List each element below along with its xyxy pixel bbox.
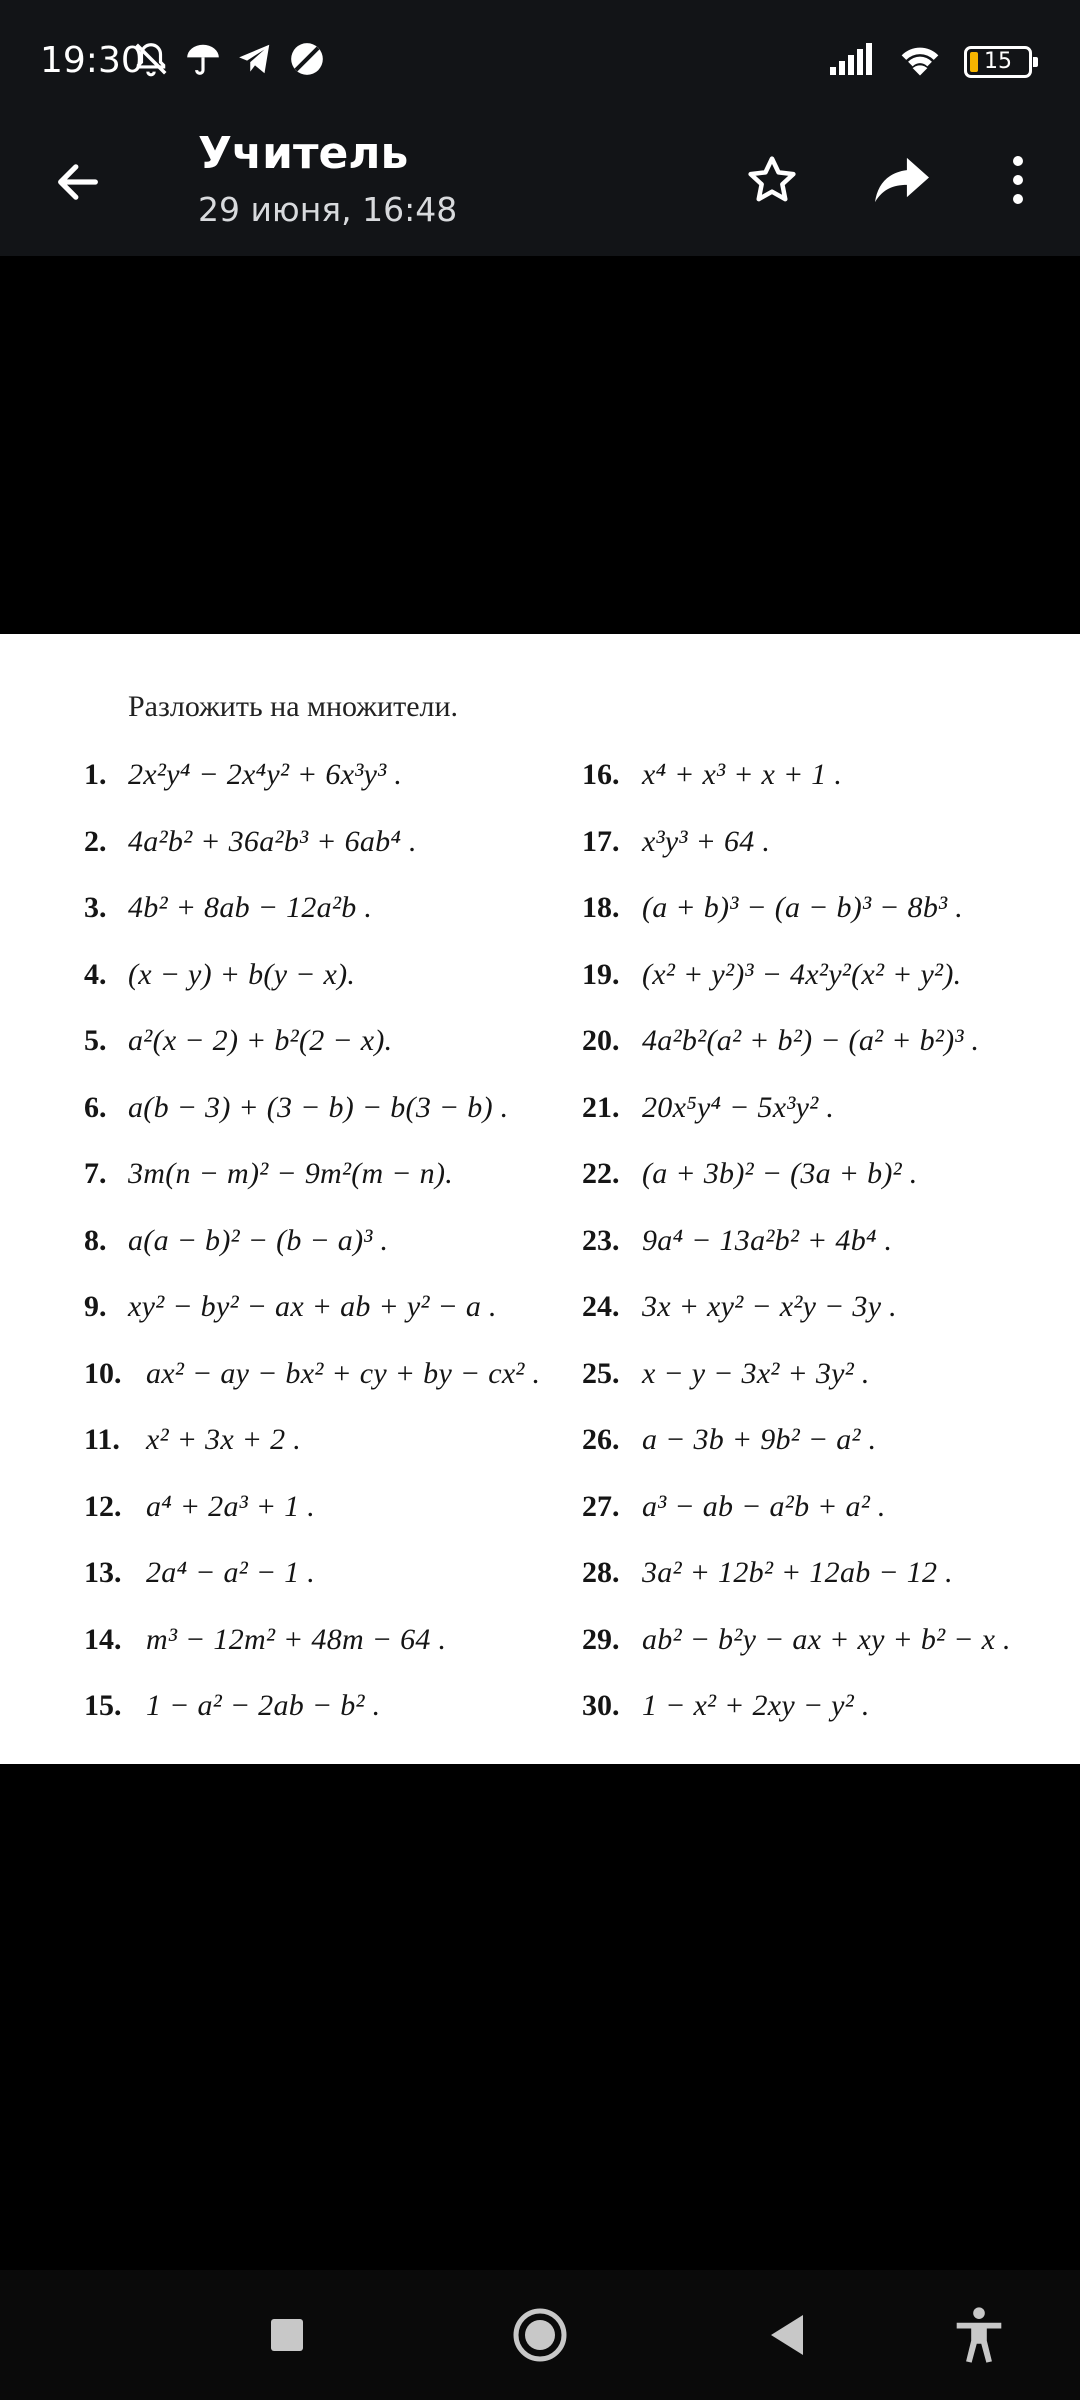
exercise-expression: a − 3b + 9b² − a² .	[642, 1423, 877, 1457]
exercise-item	[582, 875, 1011, 942]
exercise-item	[582, 1607, 1011, 1674]
signal-icon	[830, 43, 876, 80]
exercise-number: 13.	[84, 1556, 122, 1590]
chat-title: Учитель	[198, 128, 409, 179]
exercise-item	[582, 1008, 1011, 1075]
status-bar	[0, 0, 1080, 128]
home-circle-icon	[512, 2307, 568, 2363]
exercise-number: 21.	[582, 1090, 620, 1124]
exercise-number: 24.	[582, 1290, 620, 1324]
message-date: 29 июня, 16:48	[198, 190, 458, 229]
exercise-item	[84, 1008, 540, 1075]
exercise-expression: (a + b)³ − (a − b)³ − 8b³ .	[642, 891, 964, 925]
exercise-number: 18.	[582, 891, 620, 925]
exercise-expression: ax² − ay − bx² + cy + by − cx² .	[146, 1356, 541, 1390]
exercise-expression: 20x⁵y⁴ − 5x³y² .	[642, 1090, 835, 1124]
home-button[interactable]	[505, 2300, 575, 2370]
exercise-item	[84, 1607, 540, 1674]
exercise-number: 12.	[84, 1489, 122, 1523]
exercise-expression: x² + 3x + 2 .	[146, 1423, 302, 1457]
exercise-number: 1.	[84, 758, 107, 792]
battery-indicator	[964, 46, 1032, 78]
exercise-number: 16.	[582, 758, 620, 792]
umbrella-icon	[184, 40, 222, 78]
exercise-item	[582, 809, 1011, 876]
exercise-number: 15.	[84, 1689, 122, 1723]
exercise-expression: 1 − x² + 2xy − y² .	[642, 1689, 870, 1723]
exercise-item	[84, 1407, 540, 1474]
exercise-item	[84, 942, 540, 1009]
exercise-number: 8.	[84, 1223, 107, 1257]
exercise-number: 10.	[84, 1356, 122, 1390]
exercise-expression: (a + 3b)² − (3a + b)² .	[642, 1157, 918, 1191]
exercise-expression: x³y³ + 64 .	[642, 824, 771, 858]
system-navigation-bar	[0, 2270, 1080, 2400]
exercise-item	[84, 1208, 540, 1275]
exercise-item	[84, 1673, 540, 1740]
exercise-number: 25.	[582, 1356, 620, 1390]
wifi-icon	[898, 42, 942, 81]
exercise-expression: a²(x − 2) + b²(2 − x).	[128, 1024, 393, 1058]
exercise-item	[582, 942, 1011, 1009]
system-icons	[830, 42, 1032, 81]
exercise-item	[582, 742, 1011, 809]
exercise-expression: 4a²b²(a² + b²) − (a² + b²)³ .	[642, 1024, 980, 1058]
exercise-item	[84, 875, 540, 942]
exercise-expression: x − y − 3x² + 3y² .	[642, 1356, 870, 1390]
exercise-number: 20.	[582, 1024, 620, 1058]
back-nav-button[interactable]	[752, 2300, 822, 2370]
exercise-item	[84, 1075, 540, 1142]
app-bar	[0, 128, 1080, 256]
exercise-item	[582, 1341, 1011, 1408]
status-time: 19:30	[40, 40, 144, 81]
exercise-item	[582, 1540, 1011, 1607]
exercise-expression: 4b² + 8ab − 12a²b .	[128, 891, 373, 925]
exercise-column-left	[84, 742, 540, 1740]
exercise-item	[84, 1274, 540, 1341]
share-button[interactable]	[868, 148, 936, 212]
recents-button[interactable]	[252, 2300, 322, 2370]
exercise-number: 23.	[582, 1223, 620, 1257]
share-icon	[872, 153, 932, 207]
exercise-expression: 4a²b² + 36a²b³ + 6ab⁴ .	[128, 824, 417, 858]
exercise-expression: m³ − 12m² + 48m − 64 .	[146, 1622, 447, 1656]
exercise-number: 5.	[84, 1024, 107, 1058]
notification-icons	[132, 40, 326, 78]
exercise-number: 9.	[84, 1290, 107, 1324]
exercise-expression: 9a⁴ − 13a²b² + 4b⁴ .	[642, 1223, 893, 1257]
exercise-number: 7.	[84, 1157, 107, 1191]
exercise-item	[582, 1274, 1011, 1341]
exercise-number: 19.	[582, 957, 620, 991]
exercise-item	[582, 1141, 1011, 1208]
exercise-item	[582, 1407, 1011, 1474]
blocked-icon	[288, 40, 326, 78]
exercise-item	[84, 1474, 540, 1541]
photo-viewer-image[interactable]	[0, 634, 1080, 1764]
recents-square-icon	[269, 2317, 305, 2353]
exercise-number: 28.	[582, 1556, 620, 1590]
exercise-item	[582, 1673, 1011, 1740]
exercise-number: 22.	[582, 1157, 620, 1191]
battery-level: 15	[984, 49, 1012, 74]
more-options-button[interactable]	[990, 148, 1046, 212]
exercise-expression: 1 − a² − 2ab − b² .	[146, 1689, 381, 1723]
exercise-item	[582, 1075, 1011, 1142]
star-icon	[745, 153, 799, 207]
worksheet-heading: Разложить на множители.	[128, 690, 459, 723]
exercise-item	[582, 1474, 1011, 1541]
exercise-number: 26.	[582, 1423, 620, 1457]
exercise-expression: 2a⁴ − a² − 1 .	[146, 1556, 316, 1590]
exercise-expression: (x − y) + b(y − x).	[128, 957, 356, 991]
exercise-item	[84, 742, 540, 809]
back-button[interactable]	[44, 148, 112, 216]
exercise-expression: a⁴ + 2a³ + 1 .	[146, 1489, 316, 1523]
exercise-item	[582, 1208, 1011, 1275]
exercise-expression: a³ − ab − a²b + a² .	[642, 1489, 886, 1523]
exercise-expression: 3m(n − m)² − 9m²(m − n).	[128, 1157, 454, 1191]
exercise-expression: xy² − by² − ax + ab + y² − a .	[128, 1290, 497, 1324]
exercise-item	[84, 1341, 540, 1408]
exercise-number: 3.	[84, 891, 107, 925]
exercise-expression: a(a − b)² − (b − a)³ .	[128, 1223, 389, 1257]
exercise-expression: 2x²y⁴ − 2x⁴y² + 6x³y³ .	[128, 758, 403, 792]
favorite-button[interactable]	[740, 148, 804, 212]
exercise-number: 29.	[582, 1622, 620, 1656]
exercise-expression: 3a² + 12b² + 12ab − 12 .	[642, 1556, 953, 1590]
accessibility-button[interactable]	[944, 2300, 1014, 2370]
exercise-expression: ab² − b²y − ax + xy + b² − x .	[642, 1622, 1011, 1656]
exercise-number: 27.	[582, 1489, 620, 1523]
exercise-item	[84, 1141, 540, 1208]
exercise-number: 11.	[84, 1423, 120, 1457]
exercise-number: 4.	[84, 957, 107, 991]
telegram-icon	[236, 40, 274, 78]
exercise-expression: (x² + y²)³ − 4x²y²(x² + y²).	[642, 957, 962, 991]
exercise-number: 17.	[582, 824, 620, 858]
exercise-number: 6.	[84, 1090, 107, 1124]
exercise-number: 2.	[84, 824, 107, 858]
exercise-expression: a(b − 3) + (3 − b) − b(3 − b) .	[128, 1090, 509, 1124]
exercise-number: 14.	[84, 1622, 122, 1656]
exercise-expression: 3x + xy² − x²y − 3y .	[642, 1290, 897, 1324]
accessibility-icon	[952, 2306, 1006, 2364]
back-arrow-icon	[52, 156, 104, 208]
bell-off-icon	[132, 40, 170, 78]
exercise-item	[84, 809, 540, 876]
exercise-expression: x⁴ + x³ + x + 1 .	[642, 758, 843, 792]
more-vert-icon	[1011, 155, 1025, 205]
exercise-column-right	[582, 742, 1011, 1740]
exercise-item	[84, 1540, 540, 1607]
back-triangle-icon	[767, 2313, 807, 2357]
exercise-number: 30.	[582, 1689, 620, 1723]
